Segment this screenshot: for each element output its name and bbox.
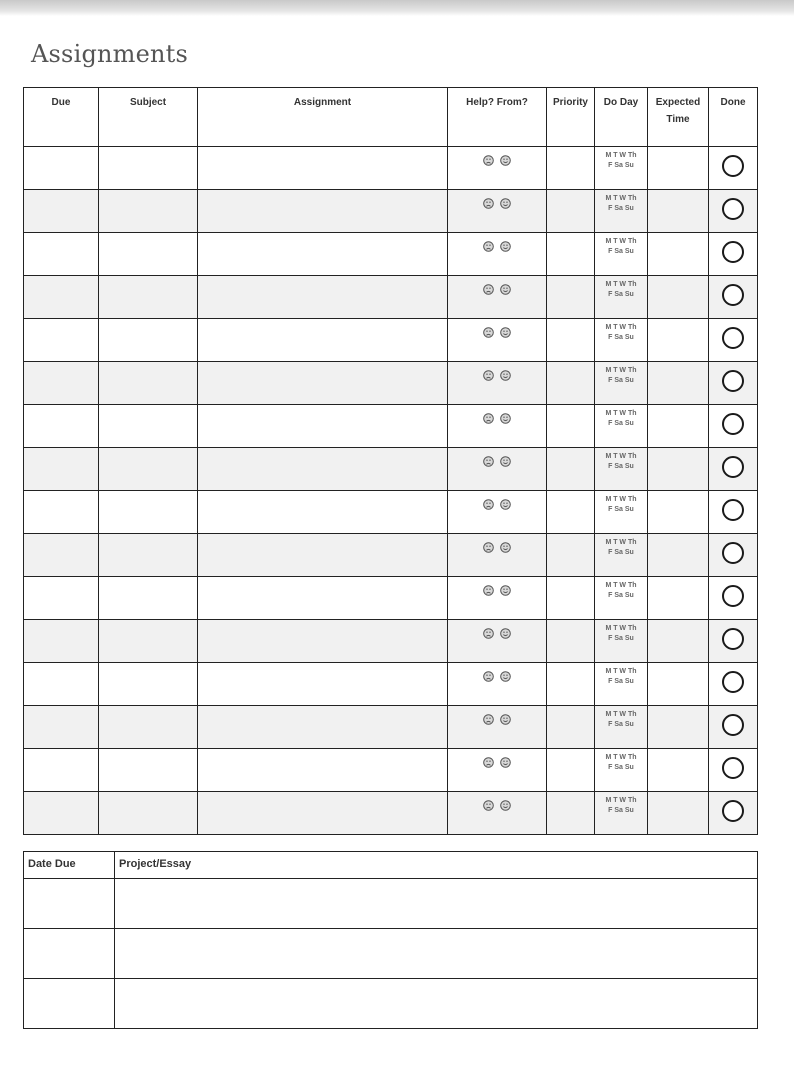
table-row <box>24 491 758 534</box>
happy-face-icon[interactable] <box>500 368 511 379</box>
table-row <box>24 792 758 835</box>
sad-face-icon[interactable] <box>483 282 494 293</box>
header-done: Done <box>709 88 758 147</box>
header-assignment: Assignment <box>198 88 448 147</box>
happy-face-icon[interactable] <box>500 669 511 680</box>
sad-face-icon[interactable] <box>483 798 494 809</box>
do-day-weekdays[interactable]: M T W Th <box>605 797 637 804</box>
help-faces <box>448 147 546 164</box>
help-faces <box>448 749 546 766</box>
do-day-weekend[interactable]: F Sa Su <box>608 721 634 728</box>
expected-time-cell[interactable] <box>648 147 709 190</box>
done-cell <box>709 276 758 319</box>
done-checkbox[interactable] <box>722 241 744 263</box>
due-cell[interactable] <box>24 792 99 835</box>
priority-cell[interactable] <box>547 706 595 749</box>
do-day-weekend[interactable]: F Sa Su <box>608 291 634 298</box>
due-cell[interactable] <box>24 749 99 792</box>
priority-cell[interactable] <box>547 749 595 792</box>
assignment-cell[interactable] <box>198 276 448 319</box>
sad-face-icon[interactable] <box>483 626 494 637</box>
due-cell[interactable] <box>24 319 99 362</box>
due-cell[interactable] <box>24 405 99 448</box>
sad-face-icon[interactable] <box>483 669 494 680</box>
done-checkbox[interactable] <box>722 714 744 736</box>
help-cell <box>448 276 547 319</box>
done-cell <box>709 792 758 835</box>
help-cell <box>448 147 547 190</box>
subject-cell[interactable] <box>99 448 198 491</box>
done-checkbox[interactable] <box>722 499 744 521</box>
help-cell <box>448 620 547 663</box>
subject-cell[interactable] <box>99 276 198 319</box>
help-cell <box>448 190 547 233</box>
expected-time-cell[interactable] <box>648 534 709 577</box>
help-faces <box>448 405 546 422</box>
done-cell <box>709 362 758 405</box>
expected-time-cell[interactable] <box>648 233 709 276</box>
header-expected-time: Expected Time <box>648 88 709 147</box>
do-day-weekdays[interactable]: M T W Th <box>605 711 637 718</box>
help-cell <box>448 534 547 577</box>
subject-cell[interactable] <box>99 534 198 577</box>
assignment-cell[interactable] <box>198 319 448 362</box>
do-day-cell <box>595 491 648 534</box>
header-do-day: Do Day <box>595 88 648 147</box>
do-day-weekdays[interactable]: M T W Th <box>605 152 637 159</box>
do-day-cell <box>595 706 648 749</box>
assignment-cell[interactable] <box>198 663 448 706</box>
assignment-cell[interactable] <box>198 362 448 405</box>
help-cell <box>448 792 547 835</box>
do-day-weekend[interactable]: F Sa Su <box>608 635 634 642</box>
do-day-cell <box>595 448 648 491</box>
table-row <box>24 319 758 362</box>
table-row <box>24 276 758 319</box>
project-essay-cell[interactable] <box>115 879 758 929</box>
do-day-weekend[interactable]: F Sa Su <box>608 420 634 427</box>
due-cell[interactable] <box>24 362 99 405</box>
done-checkbox[interactable] <box>722 155 744 177</box>
priority-cell[interactable] <box>547 233 595 276</box>
table-row <box>24 706 758 749</box>
do-day-weekdays[interactable]: M T W Th <box>605 625 637 632</box>
sad-face-icon[interactable] <box>483 239 494 250</box>
top-edge-bar <box>0 0 794 16</box>
help-faces <box>448 534 546 551</box>
expected-time-cell[interactable] <box>648 319 709 362</box>
subject-cell[interactable] <box>99 233 198 276</box>
help-faces <box>448 491 546 508</box>
expected-time-cell[interactable] <box>648 362 709 405</box>
help-cell <box>448 233 547 276</box>
page-title: Assignments <box>31 40 189 68</box>
done-cell <box>709 749 758 792</box>
sad-face-icon[interactable] <box>483 368 494 379</box>
priority-cell[interactable] <box>547 362 595 405</box>
sad-face-icon[interactable] <box>483 153 494 164</box>
done-checkbox[interactable] <box>722 413 744 435</box>
help-faces <box>448 577 546 594</box>
assignment-cell[interactable] <box>198 620 448 663</box>
priority-cell[interactable] <box>547 147 595 190</box>
table-row <box>24 620 758 663</box>
assignment-cell[interactable] <box>198 534 448 577</box>
due-cell[interactable] <box>24 190 99 233</box>
date-due-cell[interactable] <box>24 929 115 979</box>
expected-time-cell[interactable] <box>648 491 709 534</box>
expected-time-cell[interactable] <box>648 663 709 706</box>
done-cell <box>709 663 758 706</box>
header-due: Due <box>24 88 99 147</box>
due-cell[interactable] <box>24 147 99 190</box>
due-cell[interactable] <box>24 706 99 749</box>
help-cell <box>448 405 547 448</box>
project-body <box>24 879 758 1029</box>
due-cell[interactable] <box>24 534 99 577</box>
sad-face-icon[interactable] <box>483 411 494 422</box>
do-day-weekend[interactable]: F Sa Su <box>608 807 634 814</box>
do-day-weekdays[interactable]: M T W Th <box>605 453 637 460</box>
header-date-due: Date Due <box>24 852 115 879</box>
done-cell <box>709 491 758 534</box>
done-cell <box>709 577 758 620</box>
done-cell <box>709 534 758 577</box>
do-day-weekdays[interactable]: M T W Th <box>605 324 637 331</box>
assignments-table <box>23 87 758 835</box>
header-help-from: Help? From? <box>448 88 547 147</box>
expected-time-cell[interactable] <box>648 448 709 491</box>
help-faces <box>448 792 546 809</box>
assignment-cell[interactable] <box>198 792 448 835</box>
assignment-cell[interactable] <box>198 577 448 620</box>
done-checkbox[interactable] <box>722 456 744 478</box>
do-day-cell <box>595 233 648 276</box>
do-day-weekend[interactable]: F Sa Su <box>608 377 634 384</box>
done-checkbox[interactable] <box>722 757 744 779</box>
happy-face-icon[interactable] <box>500 282 511 293</box>
happy-face-icon[interactable] <box>500 755 511 766</box>
expected-time-cell[interactable] <box>648 405 709 448</box>
do-day-cell <box>595 663 648 706</box>
done-checkbox[interactable] <box>722 198 744 220</box>
do-day-cell <box>595 577 648 620</box>
do-day-weekdays[interactable]: M T W Th <box>605 238 637 245</box>
priority-cell[interactable] <box>547 534 595 577</box>
header-subject: Subject <box>99 88 198 147</box>
assignment-cell[interactable] <box>198 749 448 792</box>
happy-face-icon[interactable] <box>500 798 511 809</box>
table-row <box>24 190 758 233</box>
due-cell[interactable] <box>24 577 99 620</box>
table-row <box>24 233 758 276</box>
do-day-weekend[interactable]: F Sa Su <box>608 506 634 513</box>
table-row <box>24 534 758 577</box>
done-cell <box>709 233 758 276</box>
help-cell <box>448 706 547 749</box>
happy-face-icon[interactable] <box>500 626 511 637</box>
sad-face-icon[interactable] <box>483 583 494 594</box>
due-cell[interactable] <box>24 663 99 706</box>
do-day-weekend[interactable]: F Sa Su <box>608 162 634 169</box>
help-faces <box>448 233 546 250</box>
table-row <box>24 749 758 792</box>
priority-cell[interactable] <box>547 405 595 448</box>
subject-cell[interactable] <box>99 405 198 448</box>
help-cell <box>448 577 547 620</box>
do-day-cell <box>595 190 648 233</box>
happy-face-icon[interactable] <box>500 411 511 422</box>
done-checkbox[interactable] <box>722 284 744 306</box>
subject-cell[interactable] <box>99 792 198 835</box>
help-faces <box>448 706 546 723</box>
done-checkbox[interactable] <box>722 800 744 822</box>
do-day-weekdays[interactable]: M T W Th <box>605 496 637 503</box>
help-cell <box>448 491 547 534</box>
help-cell <box>448 448 547 491</box>
subject-cell[interactable] <box>99 663 198 706</box>
happy-face-icon[interactable] <box>500 712 511 723</box>
priority-cell[interactable] <box>547 577 595 620</box>
project-row <box>24 979 758 1029</box>
do-day-cell <box>595 147 648 190</box>
do-day-cell <box>595 534 648 577</box>
assignment-cell[interactable] <box>198 405 448 448</box>
date-due-cell[interactable] <box>24 879 115 929</box>
help-faces <box>448 620 546 637</box>
subject-cell[interactable] <box>99 491 198 534</box>
happy-face-icon[interactable] <box>500 153 511 164</box>
done-cell <box>709 190 758 233</box>
assignment-cell[interactable] <box>198 190 448 233</box>
priority-cell[interactable] <box>547 620 595 663</box>
project-row <box>24 879 758 929</box>
assignment-cell[interactable] <box>198 233 448 276</box>
assignment-cell[interactable] <box>198 448 448 491</box>
priority-cell[interactable] <box>547 448 595 491</box>
do-day-cell <box>595 362 648 405</box>
subject-cell[interactable] <box>99 706 198 749</box>
subject-cell[interactable] <box>99 147 198 190</box>
assignment-cell[interactable] <box>198 147 448 190</box>
do-day-cell <box>595 620 648 663</box>
priority-cell[interactable] <box>547 190 595 233</box>
header-project-essay: Project/Essay <box>115 852 758 879</box>
subject-cell[interactable] <box>99 319 198 362</box>
header-priority: Priority <box>547 88 595 147</box>
assignments-body <box>24 147 758 835</box>
help-faces <box>448 663 546 680</box>
help-cell <box>448 362 547 405</box>
due-cell[interactable] <box>24 491 99 534</box>
subject-cell[interactable] <box>99 190 198 233</box>
done-checkbox[interactable] <box>722 628 744 650</box>
expected-time-cell[interactable] <box>648 190 709 233</box>
project-table <box>23 851 758 1029</box>
sad-face-icon[interactable] <box>483 712 494 723</box>
due-cell[interactable] <box>24 233 99 276</box>
do-day-weekend[interactable]: F Sa Su <box>608 334 634 341</box>
do-day-cell <box>595 405 648 448</box>
expected-time-cell[interactable] <box>648 577 709 620</box>
do-day-weekend[interactable]: F Sa Su <box>608 764 634 771</box>
done-checkbox[interactable] <box>722 585 744 607</box>
happy-face-icon[interactable] <box>500 540 511 551</box>
do-day-weekdays[interactable]: M T W Th <box>605 539 637 546</box>
help-faces <box>448 190 546 207</box>
done-cell <box>709 405 758 448</box>
do-day-weekend[interactable]: F Sa Su <box>608 205 634 212</box>
table-row <box>24 362 758 405</box>
date-due-cell[interactable] <box>24 979 115 1029</box>
project-essay-cell[interactable] <box>115 979 758 1029</box>
subject-cell[interactable] <box>99 749 198 792</box>
due-cell[interactable] <box>24 620 99 663</box>
sad-face-icon[interactable] <box>483 755 494 766</box>
project-header-row <box>24 852 758 879</box>
help-cell <box>448 319 547 362</box>
priority-cell[interactable] <box>547 491 595 534</box>
done-checkbox[interactable] <box>722 370 744 392</box>
help-faces <box>448 362 546 379</box>
done-cell <box>709 319 758 362</box>
expected-time-cell[interactable] <box>648 706 709 749</box>
table-row <box>24 663 758 706</box>
do-day-weekend[interactable]: F Sa Su <box>608 592 634 599</box>
sad-face-icon[interactable] <box>483 497 494 508</box>
happy-face-icon[interactable] <box>500 497 511 508</box>
done-cell <box>709 147 758 190</box>
do-day-weekdays[interactable]: M T W Th <box>605 410 637 417</box>
happy-face-icon[interactable] <box>500 325 511 336</box>
expected-time-cell[interactable] <box>648 792 709 835</box>
do-day-cell <box>595 749 648 792</box>
happy-face-icon[interactable] <box>500 583 511 594</box>
done-checkbox[interactable] <box>722 671 744 693</box>
assignments-header-row <box>24 88 758 147</box>
help-cell <box>448 663 547 706</box>
do-day-weekdays[interactable]: M T W Th <box>605 754 637 761</box>
expected-time-cell[interactable] <box>648 620 709 663</box>
assignment-cell[interactable] <box>198 491 448 534</box>
sad-face-icon[interactable] <box>483 325 494 336</box>
do-day-weekdays[interactable]: M T W Th <box>605 281 637 288</box>
subject-cell[interactable] <box>99 362 198 405</box>
happy-face-icon[interactable] <box>500 239 511 250</box>
happy-face-icon[interactable] <box>500 196 511 207</box>
sad-face-icon[interactable] <box>483 454 494 465</box>
do-day-weekdays[interactable]: M T W Th <box>605 668 637 675</box>
due-cell[interactable] <box>24 276 99 319</box>
priority-cell[interactable] <box>547 276 595 319</box>
do-day-cell <box>595 792 648 835</box>
done-cell <box>709 448 758 491</box>
do-day-cell <box>595 276 648 319</box>
subject-cell[interactable] <box>99 577 198 620</box>
expected-time-cell[interactable] <box>648 749 709 792</box>
help-cell <box>448 749 547 792</box>
do-day-weekend[interactable]: F Sa Su <box>608 463 634 470</box>
project-essay-cell[interactable] <box>115 929 758 979</box>
do-day-weekdays[interactable]: M T W Th <box>605 367 637 374</box>
subject-cell[interactable] <box>99 620 198 663</box>
expected-time-cell[interactable] <box>648 276 709 319</box>
assignment-cell[interactable] <box>198 706 448 749</box>
do-day-weekdays[interactable]: M T W Th <box>605 582 637 589</box>
do-day-weekend[interactable]: F Sa Su <box>608 248 634 255</box>
help-faces <box>448 319 546 336</box>
due-cell[interactable] <box>24 448 99 491</box>
priority-cell[interactable] <box>547 663 595 706</box>
priority-cell[interactable] <box>547 319 595 362</box>
done-cell <box>709 706 758 749</box>
help-faces <box>448 448 546 465</box>
happy-face-icon[interactable] <box>500 454 511 465</box>
do-day-weekend[interactable]: F Sa Su <box>608 549 634 556</box>
do-day-weekdays[interactable]: M T W Th <box>605 195 637 202</box>
help-faces <box>448 276 546 293</box>
priority-cell[interactable] <box>547 792 595 835</box>
table-row <box>24 448 758 491</box>
done-cell <box>709 620 758 663</box>
table-row <box>24 577 758 620</box>
table-row <box>24 405 758 448</box>
done-checkbox[interactable] <box>722 327 744 349</box>
sad-face-icon[interactable] <box>483 540 494 551</box>
do-day-cell <box>595 319 648 362</box>
done-checkbox[interactable] <box>722 542 744 564</box>
project-row <box>24 929 758 979</box>
do-day-weekend[interactable]: F Sa Su <box>608 678 634 685</box>
table-row <box>24 147 758 190</box>
sad-face-icon[interactable] <box>483 196 494 207</box>
